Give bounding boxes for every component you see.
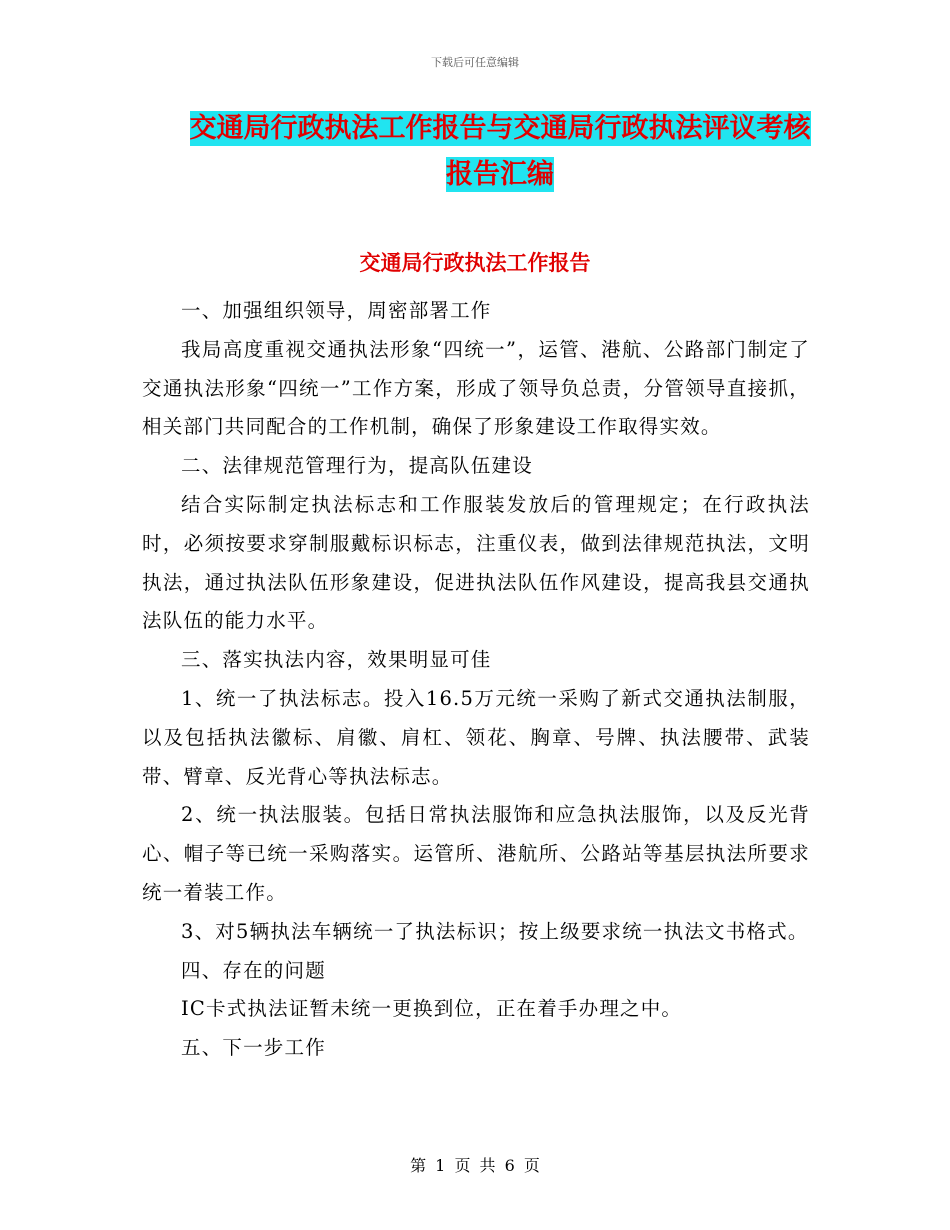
- page-footer: 第 1 页 共 6 页: [410, 1156, 540, 1175]
- paragraph: 1、统一了执法标志。投入16.5万元统一采购了新式交通执法制服，以及包括执法徽标、肩徽、肩杠、领花、胸章、号牌、执法腰带、武装带、臂章、反光背心等执法标志。: [142, 686, 810, 788]
- heading-5: 五、下一步工作: [181, 1036, 326, 1060]
- paragraph: 我局高度重视交通执法形象“四统一”，运管、港航、公路部门制定了交通执法形象“四统一”工作方案，形成了领导负总责，分管领导直接抓，相关部门共同配合的工作机制，确保了形象建设工作取得实效。: [142, 337, 810, 439]
- paragraph: IC卡式执法证暂未统一更换到位，正在着手办理之中。: [181, 997, 683, 1021]
- heading-1: 一、加强组织领导，周密部署工作: [181, 299, 492, 322]
- paragraph: 3、对5辆执法车辆统一了执法标识；按上级要求统一执法文书格式。: [181, 919, 809, 943]
- heading-4: 四、存在的问题: [181, 958, 326, 982]
- paragraph: 结合实际制定执法标志和工作服装发放后的管理规定；在行政执法时，必须按要求穿制服戴标识标志，注重仪表，做到法律规范执法，文明执法，通过执法队伍形象建设，促进执法队伍作风建设，提高我县交通执法队伍的能力水平。: [142, 492, 810, 633]
- header-note: 下载后可任意编辑: [431, 56, 519, 69]
- document-title: [100, 106, 900, 198]
- heading-2: 二、法律规范管理行为，提高队伍建设: [181, 454, 533, 478]
- body-text: [142, 292, 810, 1068]
- paragraph: 2、统一执法服装。包括日常执法服饰和应急执法服饰，以及反光背心、帽子等已统一采购落实。运管所、港航所、公路站等基层执法所要求统一着装工作。: [142, 803, 810, 904]
- document-title-line-1: 交通局行政执法工作报告与交通局行政执法评议考核: [189, 113, 811, 144]
- section-title: 交通局行政执法工作报告: [359, 251, 591, 275]
- document-title-line-2: 报告汇编: [446, 159, 554, 190]
- heading-3: 三、落实执法内容，效果明显可佳: [181, 648, 492, 672]
